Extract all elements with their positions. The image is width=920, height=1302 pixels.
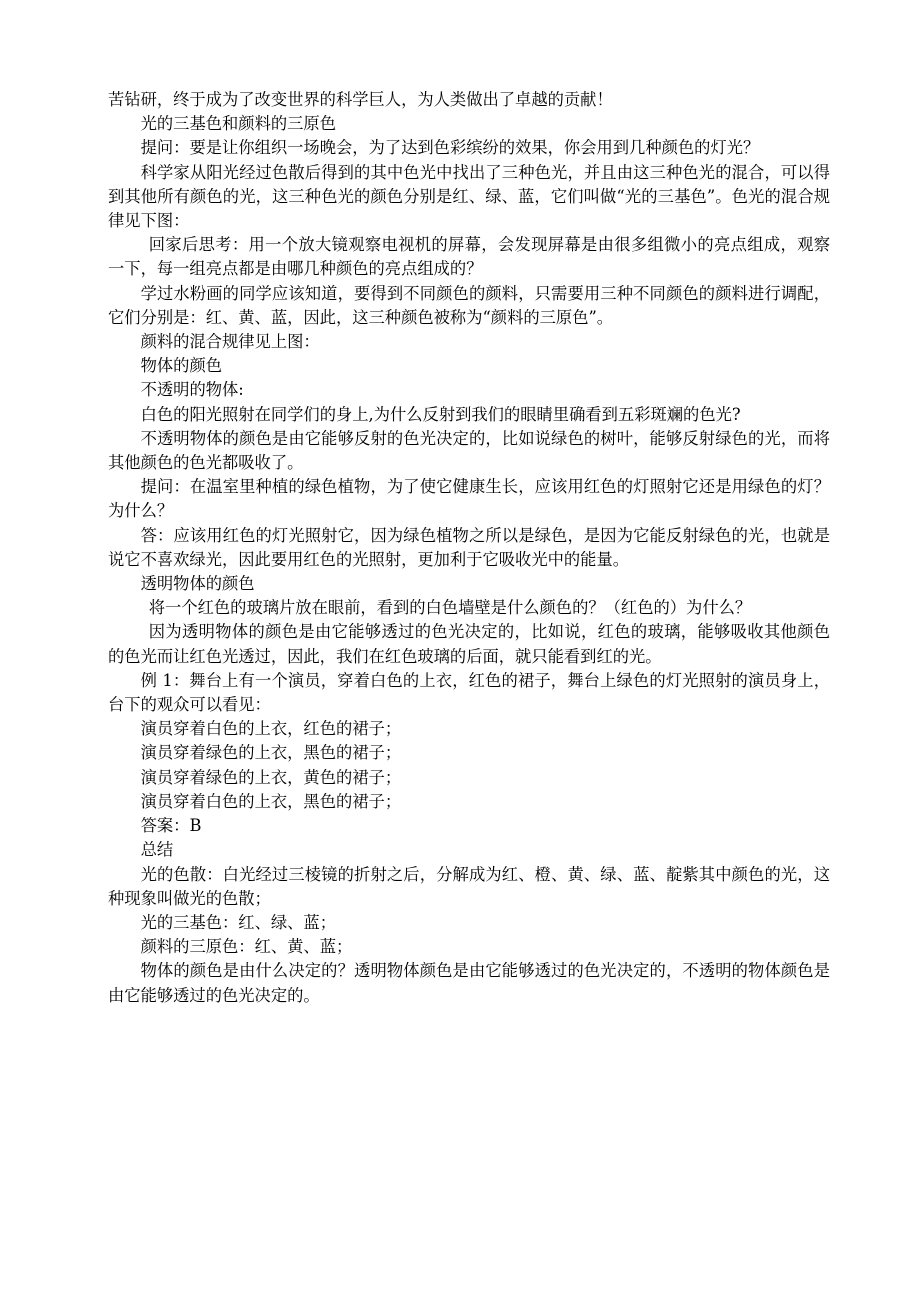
question-sunlight-colors: 白色的阳光照射在同学们的身上,为什么反射到我们的眼睛里确看到五彩斑斓的色光? <box>140 404 741 424</box>
section-heading-primary-colors: 光的三基色和颜料的三原色 <box>140 114 336 134</box>
summary-pigment-primaries: 颜料的三原色：红、黄、蓝； <box>140 937 353 957</box>
answer-greenhouse-light: 答：应该用红色的灯光照射它，因为绿色植物之所以是绿色，是因为它能反射绿色的光，也就是说它不喜欢绿光，因此要用红色的光照射，更加利于它吸收光中的能量。 <box>108 525 830 569</box>
paragraph-three-primary-lights: 科学家从阳光经过色散后得到的其中色光中找出了三种色光，并且由这三种色光的混合，可以得到其他所有颜色的光，这三种色光的颜色分别是红、绿、蓝，它们叫做“光的三基色”。色光的混合规律见下图： <box>108 162 830 231</box>
homework-tv-screen: 回家后思考：用一个放大镜观察电视机的屏幕，会发现屏幕是由很多组微小的亮点组成，观察一下，每一组亮点都是由哪几种颜色的亮点组成的？ <box>108 235 830 279</box>
summary-dispersion: 光的色散：白光经过三棱镜的折射之后，分解成为红、橙、黄、绿、蓝、靛紫其中颜色的光，这种现象叫做光的色散； <box>108 864 830 908</box>
example-option-b: 演员穿着绿色的上衣，黑色的裙子； <box>140 743 402 763</box>
summary-light-primaries: 光的三基色：红、绿、蓝； <box>140 912 336 932</box>
example-answer: 答案：B <box>140 816 202 836</box>
paragraph-transparent-color-rule: 因为透明物体的颜色是由它能够透过的色光决定的，比如说，红色的玻璃，能够吸收其他颜色的色光而让红色光透过，因此，我们在红色玻璃的后面，就只能看到红的光。 <box>108 622 830 666</box>
example-1-question: 例 1：舞台上有一个演员，穿着白色的上衣，红色的裙子，舞台上绿色的灯光照射的演员身上，台下的观众可以看见： <box>108 670 830 715</box>
summary-object-color: 物体的颜色是由什么决定的？透明物体颜色是由它能够透过的色光决定的，不透明的物体颜色是由它能够透过的色光决定的。 <box>108 961 830 1005</box>
section-heading-object-color: 物体的颜色 <box>140 356 223 376</box>
example-option-a: 演员穿着白色的上衣，红色的裙子； <box>140 719 402 739</box>
paragraph-continuation: 苦钻研，终于成为了改变世界的科学巨人，为人类做出了卓越的贡献！ <box>108 90 613 109</box>
paragraph-opaque-color-rule: 不透明物体的颜色是由它能够反射的色光决定的，比如说绿色的树叶，能够反射绿色的光，而将其他颜色的色光都吸收了。 <box>108 428 830 473</box>
pigment-mixing-note: 颜料的混合规律见上图： <box>140 332 320 352</box>
paragraph-pigment-primaries: 学过水粉画的同学应该知道，要得到不同颜色的颜料，只需要用三种不同颜色的颜料进行调配，它们分别是：红、黄、蓝，因此，这三种颜色被称为“颜料的三原色”。 <box>108 283 830 327</box>
example-option-d: 演员穿着白色的上衣，黑色的裙子； <box>140 791 402 811</box>
subheading-transparent-objects: 透明物体的颜色 <box>140 574 255 594</box>
section-heading-summary: 总结 <box>140 840 174 860</box>
question-party-lights: 提问：要是让你组织一场晚会，为了达到色彩缤纷的效果，你会用到几种颜色的灯光？ <box>140 138 760 158</box>
document-page <box>108 88 830 1008</box>
subheading-opaque-objects: 不透明的物体: <box>140 380 244 400</box>
example-option-c: 演员穿着绿色的上衣，黄色的裙子； <box>140 767 402 787</box>
question-greenhouse-light: 提问：在温室里种植的绿色植物，为了使它健康生长，应该用红色的灯照射它还是用绿色的灯？为什么？ <box>108 477 830 521</box>
question-red-glass: 将一个红色的玻璃片放在眼前，看到的白色墙壁是什么颜色的？（红色的）为什么？ <box>148 598 752 618</box>
